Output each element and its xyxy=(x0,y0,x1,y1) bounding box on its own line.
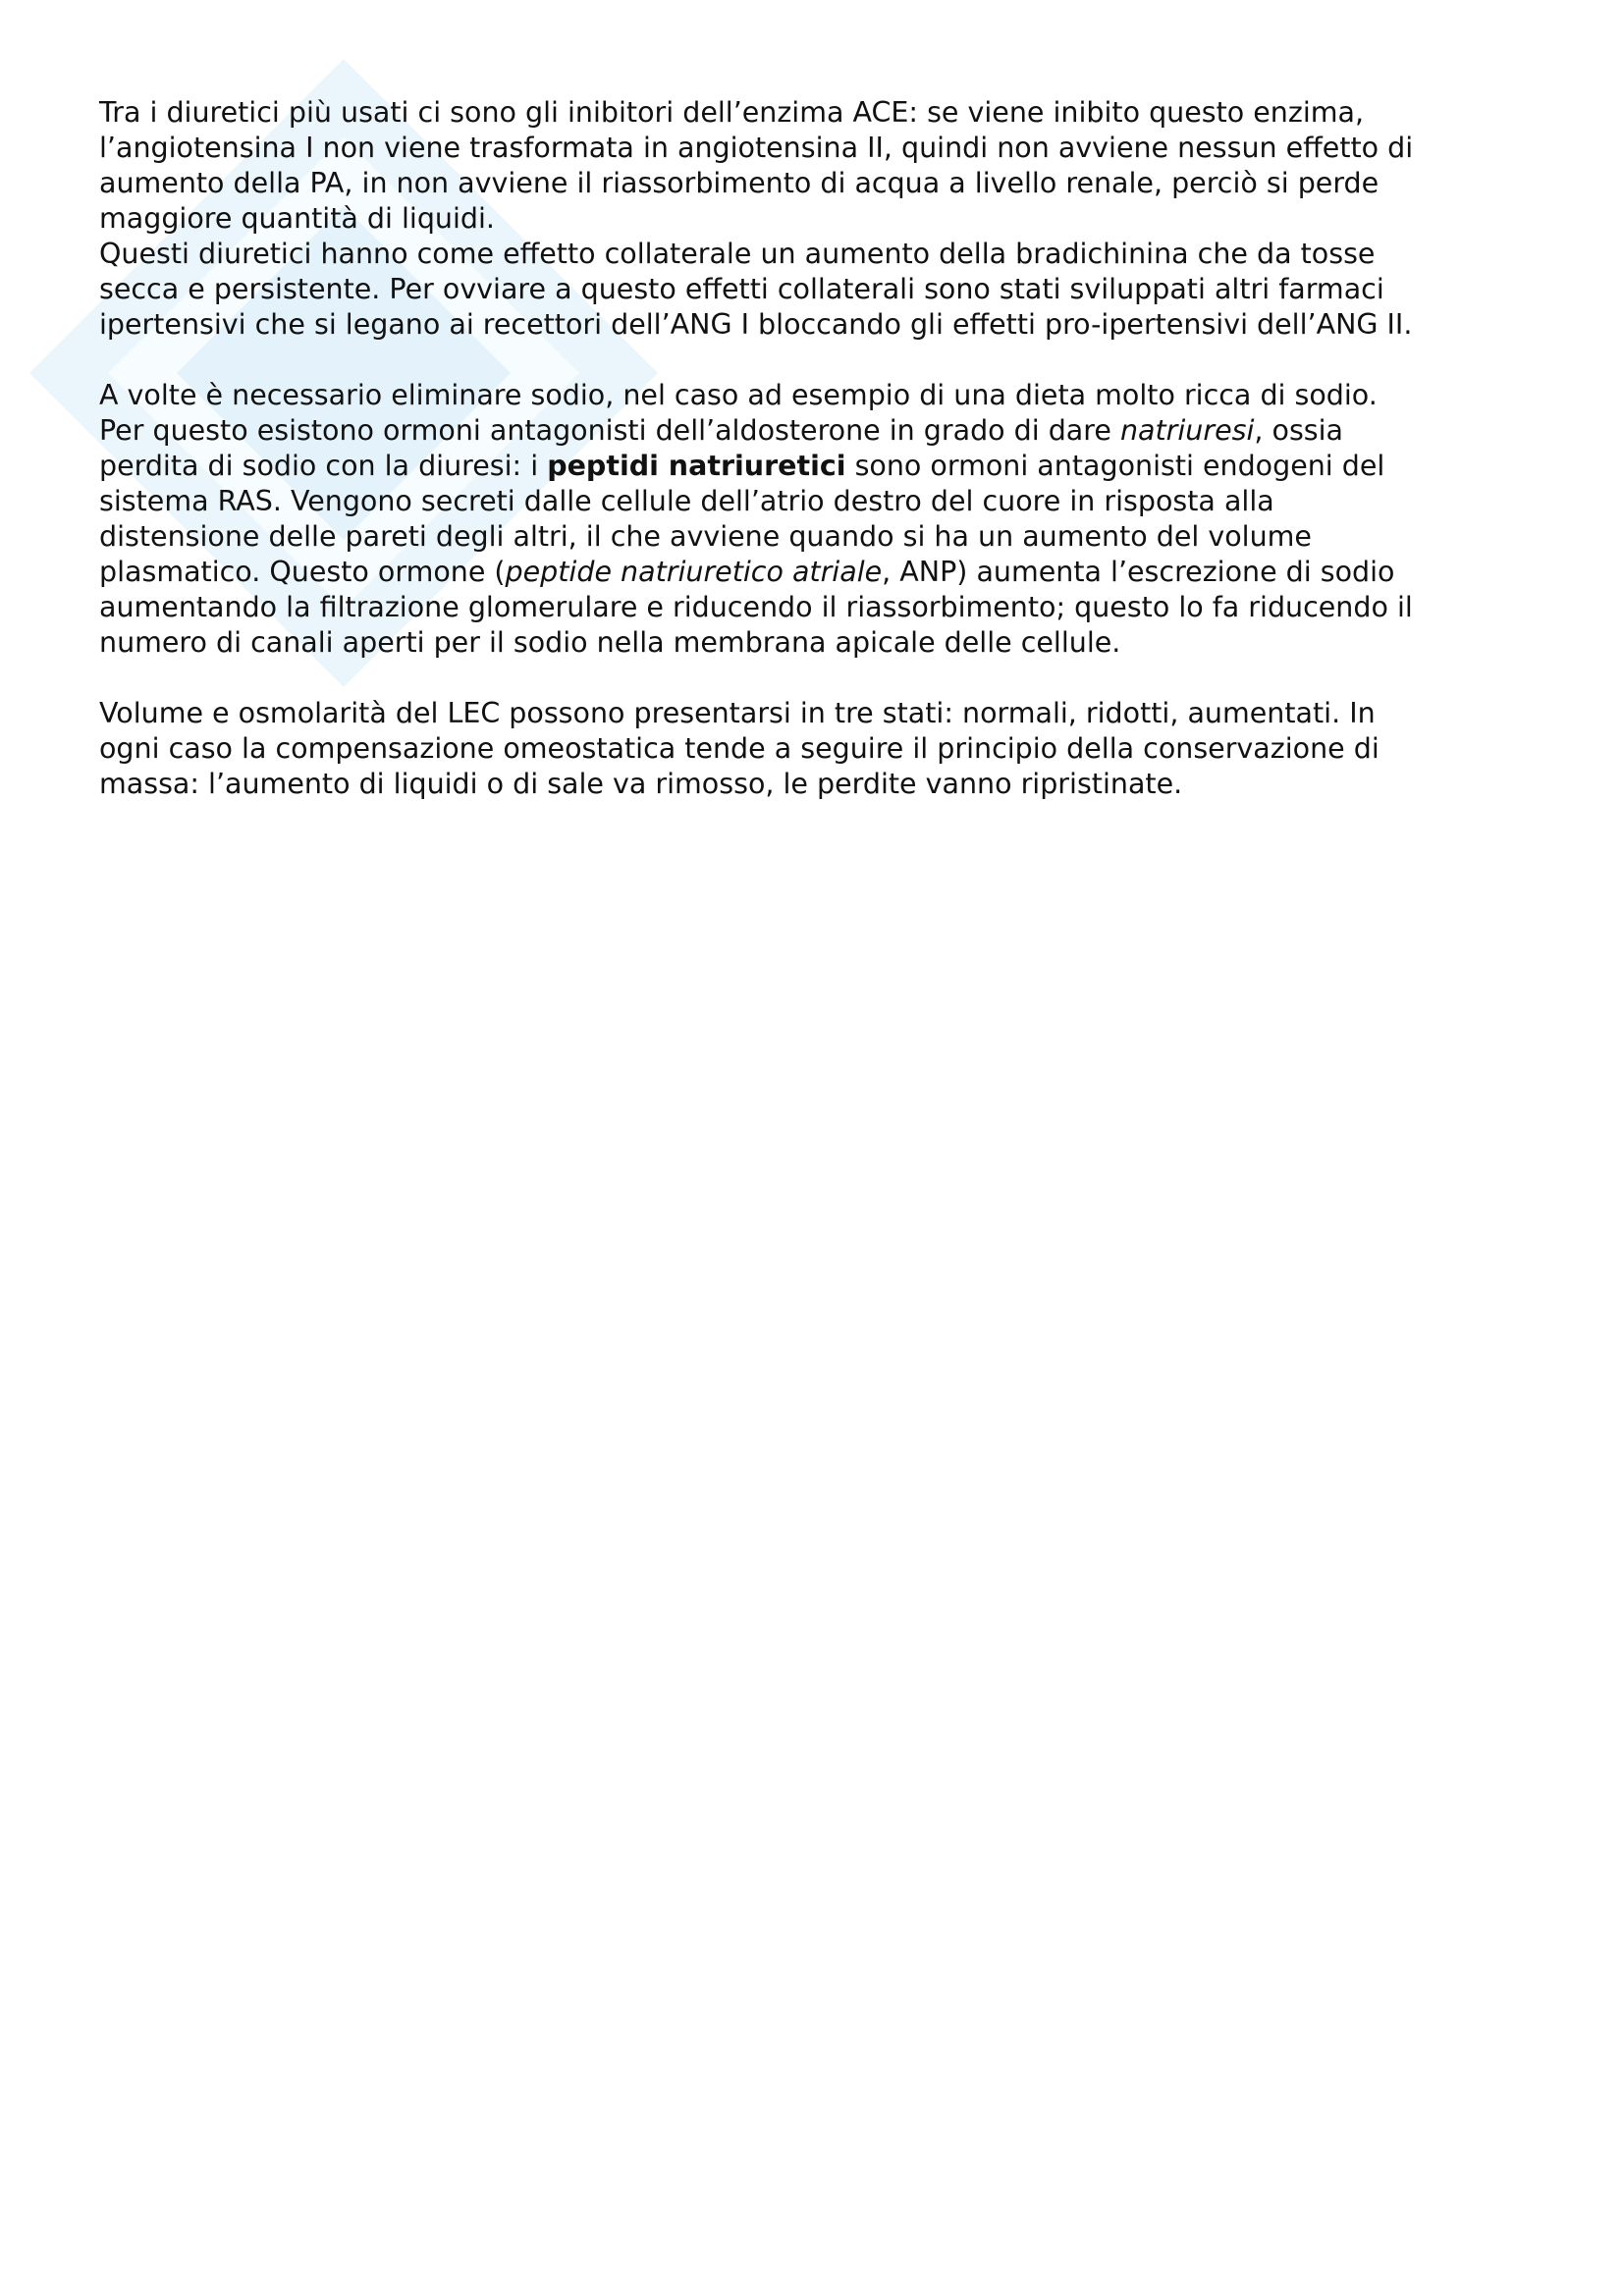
text-run: plasmatico. Questo ormone ( xyxy=(99,556,506,588)
document-body xyxy=(99,95,1542,837)
paragraph-lec-states xyxy=(99,696,1542,802)
text-run: Per questo esistono ormoni antagonisti dell’aldosterone in grado di dare xyxy=(99,414,1120,447)
paragraph-natriuretic-peptides xyxy=(99,378,1542,661)
italic-term-anp: peptide natriuretico atriale xyxy=(505,556,883,588)
text-run: , ossia xyxy=(1254,414,1344,447)
text-line: A volte è necessario eliminare sodio, nel caso ad esempio di una dieta molto ricca di sodio. xyxy=(99,379,1378,411)
text-run: sono ormoni antagonisti endogeni del xyxy=(845,450,1385,482)
paragraph-side-effects xyxy=(99,237,1542,343)
text-line: maggiore quantità di liquidi. xyxy=(99,202,495,235)
text-line: numero di canali aperti per il sodio nella membrana apicale delle cellule. xyxy=(99,626,1121,659)
text-line: massa: l’aumento di liquidi o di sale va rimosso, le perdite vanno ripristinate. xyxy=(99,768,1183,800)
text-line: Tra i diuretici più usati ci sono gli inibitori dell’enzima ACE: se viene inibito questo enzima, xyxy=(99,96,1365,129)
bold-term-peptidi-natriuretici: peptidi natriuretici xyxy=(547,450,846,482)
paragraph-ace-inhibitors xyxy=(99,95,1542,237)
text-line: aumento della PA, in non avviene il riassorbimento di acqua a livello renale, perciò si perde xyxy=(99,167,1380,199)
text-line: sistema RAS. Vengono secreti dalle cellule dell’atrio destro del cuore in risposta alla xyxy=(99,485,1274,517)
text-run: perdita di sodio con la diuresi: i xyxy=(99,450,548,482)
text-line: ipertensivi che si legano ai recettori dell’ANG I bloccando gli effetti pro-ipertensivi dell’ANG II. xyxy=(99,308,1413,341)
text-line xyxy=(99,449,1542,484)
text-line: Volume e osmolarità del LEC possono presentarsi in tre stati: normali, ridotti, aumentati. In xyxy=(99,697,1376,729)
text-line: Questi diuretici hanno come effetto collaterale un aumento della bradichinina che da tosse xyxy=(99,238,1376,270)
text-line: secca e persistente. Per ovviare a questo effetti collaterali sono stati sviluppati altri farmaci xyxy=(99,273,1384,305)
text-run: , ANP) aumenta l’escrezione di sodio xyxy=(882,556,1395,588)
text-line: l’angiotensina I non viene trasformata in angiotensina II, quindi non avviene nessun effetto di xyxy=(99,132,1414,164)
italic-term-natriuresi: natriuresi xyxy=(1119,414,1255,447)
text-line xyxy=(99,413,1542,449)
text-line xyxy=(99,555,1542,590)
text-line: ogni caso la compensazione omeostatica tende a seguire il principio della conservazione di xyxy=(99,732,1380,765)
text-line: distensione delle pareti degli altri, il che avviene quando si ha un aumento del volume xyxy=(99,520,1312,553)
text-line: aumentando la filtrazione glomerulare e riducendo il riassorbimento; questo lo fa riducendo il xyxy=(99,591,1413,623)
